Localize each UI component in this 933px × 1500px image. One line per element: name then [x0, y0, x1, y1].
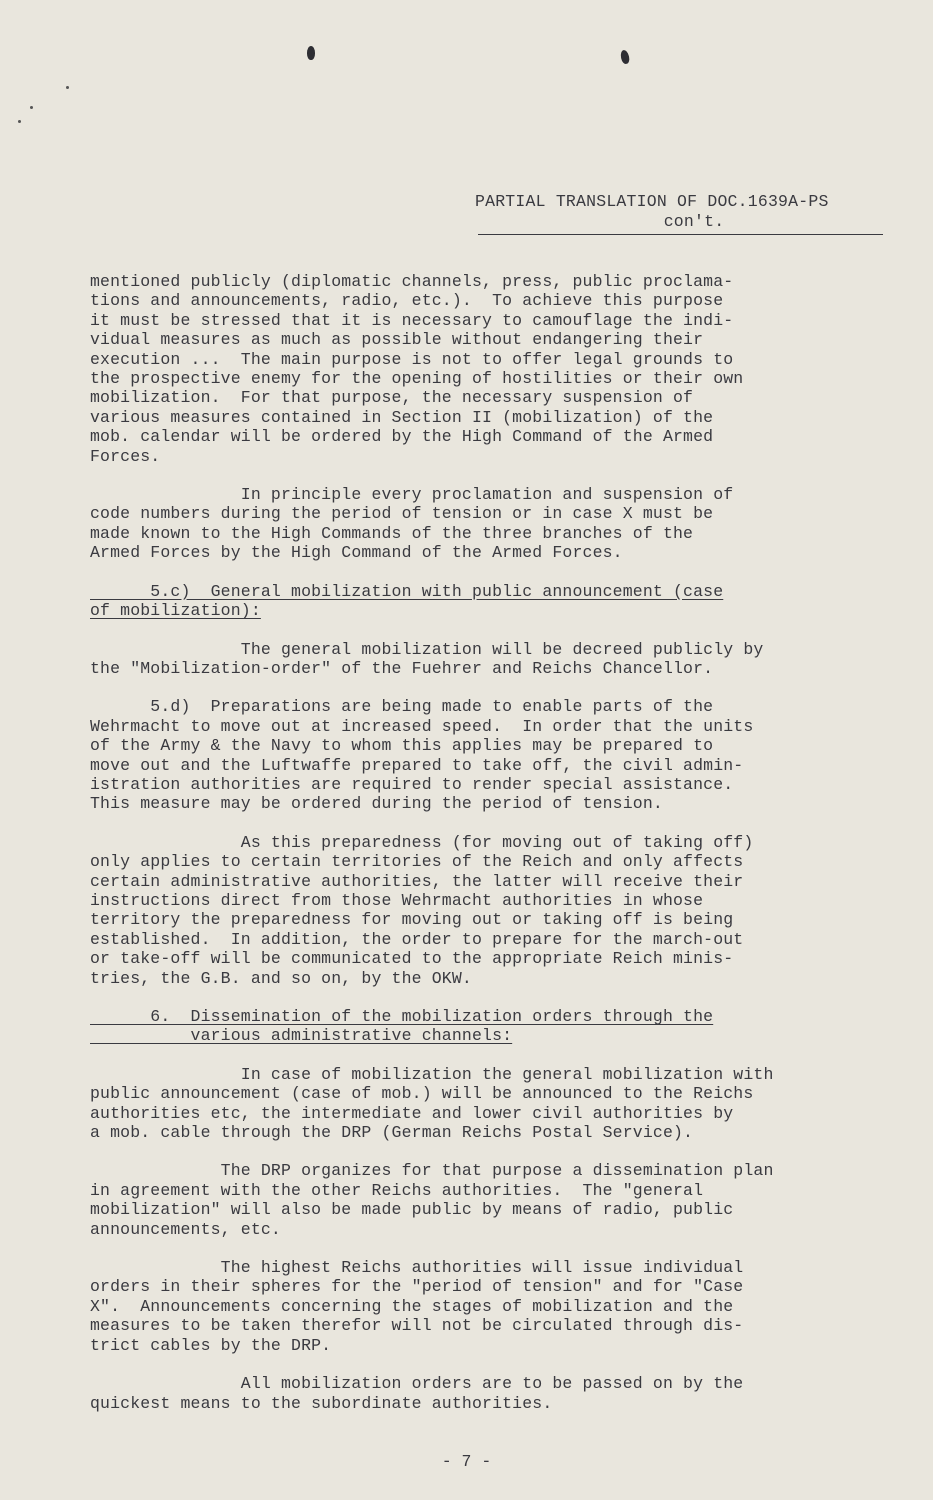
- text-line: various measures contained in Section II (mobilization) of the: [90, 407, 714, 427]
- header-rule: [478, 234, 883, 235]
- text-line: tries, the G.B. and so on, by the OKW.: [90, 968, 472, 988]
- text-line: made known to the High Commands of the three branches of the: [90, 523, 694, 543]
- text-line: move out and the Luftwaffe prepared to take off, the civil admin-: [90, 755, 744, 775]
- text-line: authorities etc, the intermediate and lower civil authorities by: [90, 1103, 734, 1123]
- text-line: the "Mobilization-order" of the Fuehrer and Reichs Chancellor.: [90, 658, 714, 678]
- text-line: orders in their spheres for the "period of tension" and for "Case: [90, 1277, 744, 1297]
- section-heading-line: various administrative channels:: [90, 1026, 513, 1046]
- paragraph-section-5c: [90, 582, 870, 621]
- text-line: In case of mobilization the general mobilization with: [90, 1064, 774, 1084]
- text-line: 5.d) Preparations are being made to enable parts of the: [90, 697, 714, 717]
- paragraph: [90, 1065, 870, 1143]
- text-line: As this preparedness (for moving out of taking off): [90, 832, 754, 852]
- header-title: PARTIAL TRANSLATION OF DOC.1639A-PS: [475, 192, 829, 211]
- speck-mark: [66, 86, 69, 89]
- paragraph-section-6: [90, 1007, 870, 1046]
- text-line: public announcement (case of mob.) will be announced to the Reichs: [90, 1084, 754, 1104]
- document-header: [475, 192, 883, 232]
- text-line: X". Announcements concerning the stages of mobilization and the: [90, 1296, 734, 1316]
- text-line: mentioned publicly (diplomatic channels, press, public proclama-: [90, 272, 734, 291]
- text-line: instructions direct from those Wehrmacht authorities in whose: [90, 890, 704, 910]
- paragraph: [90, 1374, 870, 1413]
- text-line: tions and announcements, radio, etc.). To achieve this purpose: [90, 291, 724, 311]
- text-line: territory the preparedness for moving out or taking off is being: [90, 910, 734, 930]
- paragraph: [90, 833, 870, 988]
- text-line: Forces.: [90, 446, 161, 466]
- text-line: mob. calendar will be ordered by the High Command of the Armed: [90, 427, 714, 447]
- text-line: it must be stressed that it is necessary to camouflage the indi-: [90, 310, 734, 330]
- text-line: The highest Reichs authorities will issue individual: [90, 1258, 744, 1278]
- text-line: a mob. cable through the DRP (German Reichs Postal Service).: [90, 1123, 694, 1143]
- text-line: Armed Forces by the High Command of the Armed Forces.: [90, 543, 623, 563]
- text-line: mobilization" will also be made public by means of radio, public: [90, 1200, 734, 1220]
- text-line: All mobilization orders are to be passed on by the: [90, 1374, 744, 1394]
- paragraph: [90, 640, 870, 679]
- text-line: Wehrmacht to move out at increased speed. In order that the units: [90, 716, 754, 736]
- text-line: only applies to certain territories of the Reich and only affects: [90, 852, 744, 872]
- paragraph: [90, 1258, 870, 1355]
- speck-mark: [18, 120, 21, 123]
- text-line: quickest means to the subordinate authorities.: [90, 1393, 553, 1413]
- text-line: execution ... The main purpose is not to offer legal grounds to: [90, 349, 734, 369]
- text-line: This measure may be ordered during the period of tension.: [90, 794, 663, 814]
- text-line: In principle every proclamation and suspension of: [90, 485, 734, 505]
- section-heading-line: 6. Dissemination of the mobilization orders through the: [90, 1007, 714, 1026]
- paragraph: [90, 1161, 870, 1239]
- text-line: code numbers during the period of tension or in case X must be: [90, 504, 714, 524]
- text-line: certain administrative authorities, the latter will receive their: [90, 871, 744, 891]
- text-line: the prospective enemy for the opening of hostilities or their own: [90, 369, 744, 389]
- text-line: in agreement with the other Reichs authorities. The "general: [90, 1180, 704, 1200]
- paragraph: [90, 272, 870, 466]
- paragraph: [90, 485, 870, 563]
- text-line: of the Army & the Navy to whom this applies may be prepared to: [90, 736, 714, 756]
- text-line: vidual measures as much as possible without endangering their: [90, 330, 704, 350]
- speck-mark: [30, 106, 33, 109]
- text-line: mobilization. For that purpose, the necessary suspension of: [90, 388, 694, 408]
- punch-hole-right-mark: [620, 49, 631, 64]
- text-line: established. In addition, the order to prepare for the march-out: [90, 929, 744, 949]
- section-heading-line: 5.c) General mobilization with public announcement (case: [90, 581, 724, 601]
- page-number: - 7 -: [441, 1452, 492, 1471]
- text-line: The DRP organizes for that purpose a dissemination plan: [90, 1161, 774, 1181]
- punch-hole-left-mark: [307, 46, 315, 60]
- section-heading-line: of mobilization):: [90, 601, 261, 621]
- header-continued: con't.: [663, 212, 725, 231]
- document-body: [90, 272, 870, 1413]
- paragraph-section-5d: [90, 697, 870, 813]
- text-line: or take-off will be communicated to the appropriate Reich minis-: [90, 949, 734, 969]
- text-line: announcements, etc.: [90, 1219, 281, 1239]
- text-line: istration authorities are required to render special assistance.: [90, 774, 734, 794]
- text-line: The general mobilization will be decreed publicly by: [90, 639, 764, 659]
- text-line: trict cables by the DRP.: [90, 1335, 332, 1355]
- text-line: measures to be taken therefor will not be circulated through dis-: [90, 1316, 744, 1336]
